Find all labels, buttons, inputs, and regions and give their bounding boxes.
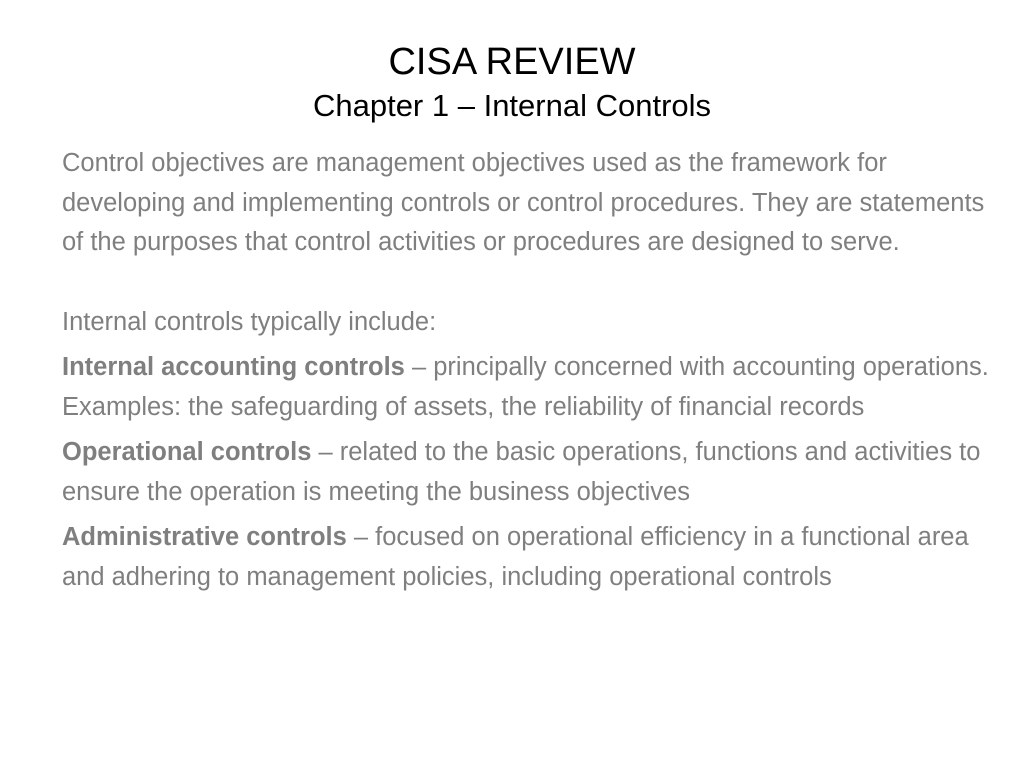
control-item-operational xyxy=(62,433,992,512)
control-item-internal-accounting xyxy=(62,348,992,427)
control-description: – principally concerned with accounting operations. Examples: the safeguarding of assets, the reliability of financial records xyxy=(62,353,989,421)
slide-title: CISA REVIEW xyxy=(388,41,636,83)
control-term: Operational controls xyxy=(62,438,312,466)
control-description: – focused on operational efficiency in a functional area and adhering to management policies, including operational controls xyxy=(62,523,969,591)
title-block xyxy=(0,38,1024,126)
control-description: – related to the basic operations, functions and activities to ensure the operation is meeting the business objectives xyxy=(62,438,981,506)
control-term: Internal accounting controls xyxy=(62,353,405,381)
slide-subtitle: Chapter 1 – Internal Controls xyxy=(312,88,712,123)
slide-body xyxy=(62,144,992,603)
list-lead: Internal controls typically include: xyxy=(62,307,437,336)
control-item-administrative xyxy=(62,518,992,597)
intro-paragraph: Control objectives are management objectives used as the framework for developing and implementing controls or control procedures. They are statements of the purposes that control activities or procedures are designed to serve. xyxy=(62,149,985,256)
control-term: Administrative controls xyxy=(62,523,347,551)
